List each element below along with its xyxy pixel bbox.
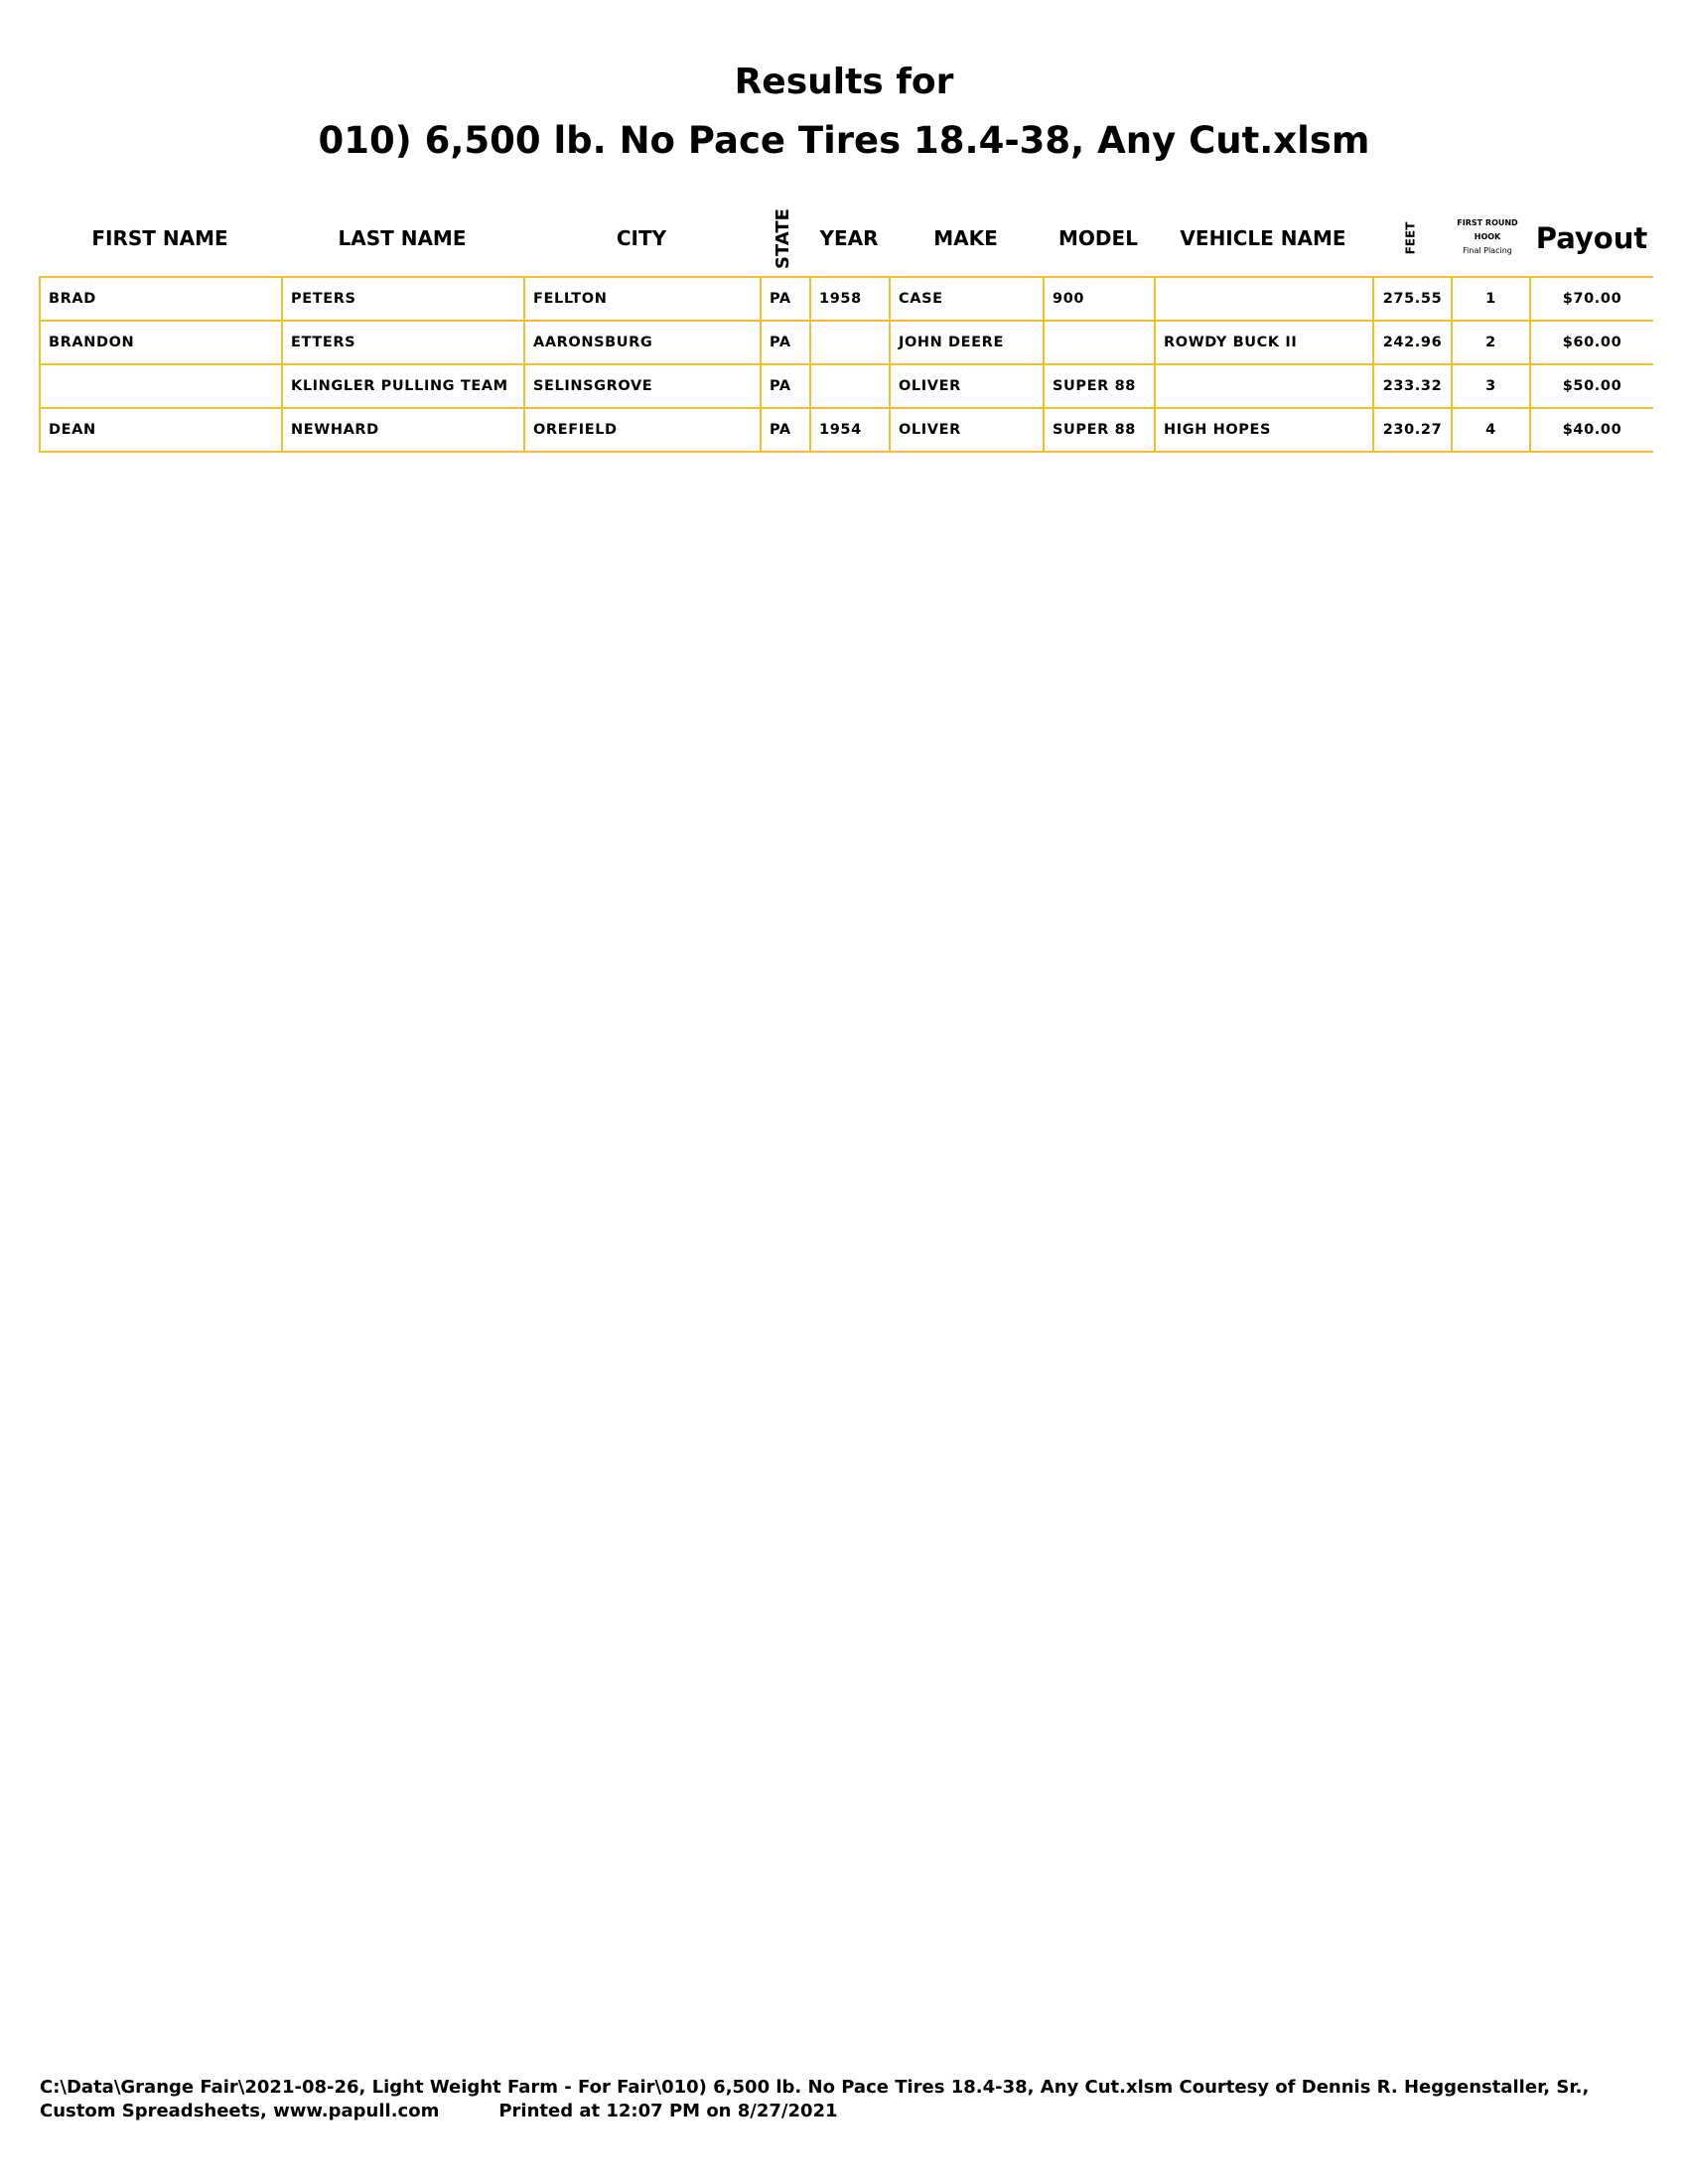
cell-make: OLIVER	[890, 364, 1044, 408]
cell-state: PA	[761, 408, 810, 452]
cell-place: 2	[1452, 321, 1530, 364]
cell-first-name: BRAD	[40, 277, 282, 321]
cell-state: PA	[761, 321, 810, 364]
header-make: MAKE	[933, 226, 998, 250]
cell-feet: 275.55	[1373, 277, 1452, 321]
header-hook-line1: FIRST ROUND	[1457, 218, 1518, 227]
cell-make: JOHN DEERE	[890, 321, 1044, 364]
event-title: 010) 6,500 lb. No Pace Tires 18.4-38, Any Cut.xlsm	[318, 119, 1370, 162]
footer-printed-time: Printed at 12:07 PM on 8/27/2021	[498, 2101, 838, 2121]
header-model: MODEL	[1058, 226, 1138, 250]
cell-make: OLIVER	[890, 408, 1044, 452]
cell-feet: 242.96	[1373, 321, 1452, 364]
cell-model: 900	[1044, 277, 1155, 321]
header-last-name: LAST NAME	[338, 226, 467, 250]
cell-feet: 230.27	[1373, 408, 1452, 452]
header-first-name: FIRST NAME	[91, 226, 228, 250]
cell-payout: $50.00	[1530, 364, 1653, 408]
cell-vehicle-name	[1155, 277, 1373, 321]
cell-city: FELLTON	[524, 277, 761, 321]
cell-payout: $70.00	[1530, 277, 1653, 321]
table-row	[40, 321, 1653, 364]
header-state-label: STATE	[772, 207, 793, 269]
cell-city: OREFIELD	[524, 408, 761, 452]
cell-first-name: BRANDON	[40, 321, 282, 364]
cell-city: AARONSBURG	[524, 321, 761, 364]
cell-state: PA	[761, 364, 810, 408]
header-city: CITY	[616, 226, 667, 250]
cell-vehicle-name: HIGH HOPES	[1155, 408, 1373, 452]
table-row	[40, 277, 1653, 321]
header-year: YEAR	[819, 226, 879, 250]
cell-state: PA	[761, 277, 810, 321]
cell-feet: 233.32	[1373, 364, 1452, 408]
table-row	[40, 364, 1653, 408]
page-footer	[40, 2076, 1668, 2123]
cell-last-name: PETERS	[282, 277, 524, 321]
cell-vehicle-name: ROWDY BUCK II	[1155, 321, 1373, 364]
header-payout: Payout	[1535, 221, 1648, 255]
footer-file-path: C:\Data\Grange Fair\2021-08-26, Light Weight Farm - For Fair\010) 6,500 lb. No Pace Tires 18.4-38, Any Cut.xlsm Courtesy of Dennis R. Heggenstaller, Sr.,	[40, 2077, 1590, 2098]
cell-city: SELINSGROVE	[524, 364, 761, 408]
cell-year: 1954	[810, 408, 890, 452]
cell-payout: $40.00	[1530, 408, 1653, 452]
cell-last-name: ETTERS	[282, 321, 524, 364]
cell-vehicle-name	[1155, 364, 1373, 408]
cell-place: 3	[1452, 364, 1530, 408]
cell-model: SUPER 88	[1044, 364, 1155, 408]
cell-first-name	[40, 364, 282, 408]
header-feet	[1395, 208, 1425, 268]
footer-website: Custom Spreadsheets, www.papull.com	[40, 2101, 440, 2121]
header-hook-placing	[1445, 216, 1530, 258]
cell-year: 1958	[810, 277, 890, 321]
results-table	[39, 276, 1653, 453]
header-state	[758, 204, 807, 273]
cell-payout: $60.00	[1530, 321, 1653, 364]
cell-last-name: KLINGLER PULLING TEAM	[282, 364, 524, 408]
header-hook-line3: Final Placing	[1463, 246, 1512, 255]
table-row	[40, 408, 1653, 452]
cell-year	[810, 321, 890, 364]
header-hook-line2: HOOK	[1474, 232, 1501, 241]
cell-year	[810, 364, 890, 408]
cell-place: 1	[1452, 277, 1530, 321]
cell-model	[1044, 321, 1155, 364]
cell-place: 4	[1452, 408, 1530, 452]
cell-first-name: DEAN	[40, 408, 282, 452]
header-vehicle-name: VEHICLE NAME	[1180, 226, 1346, 250]
cell-make: CASE	[890, 277, 1044, 321]
cell-last-name: NEWHARD	[282, 408, 524, 452]
footer-credits	[40, 2100, 1668, 2123]
results-heading: Results for	[734, 62, 954, 102]
cell-model: SUPER 88	[1044, 408, 1155, 452]
header-feet-label: FEET	[1403, 221, 1417, 255]
